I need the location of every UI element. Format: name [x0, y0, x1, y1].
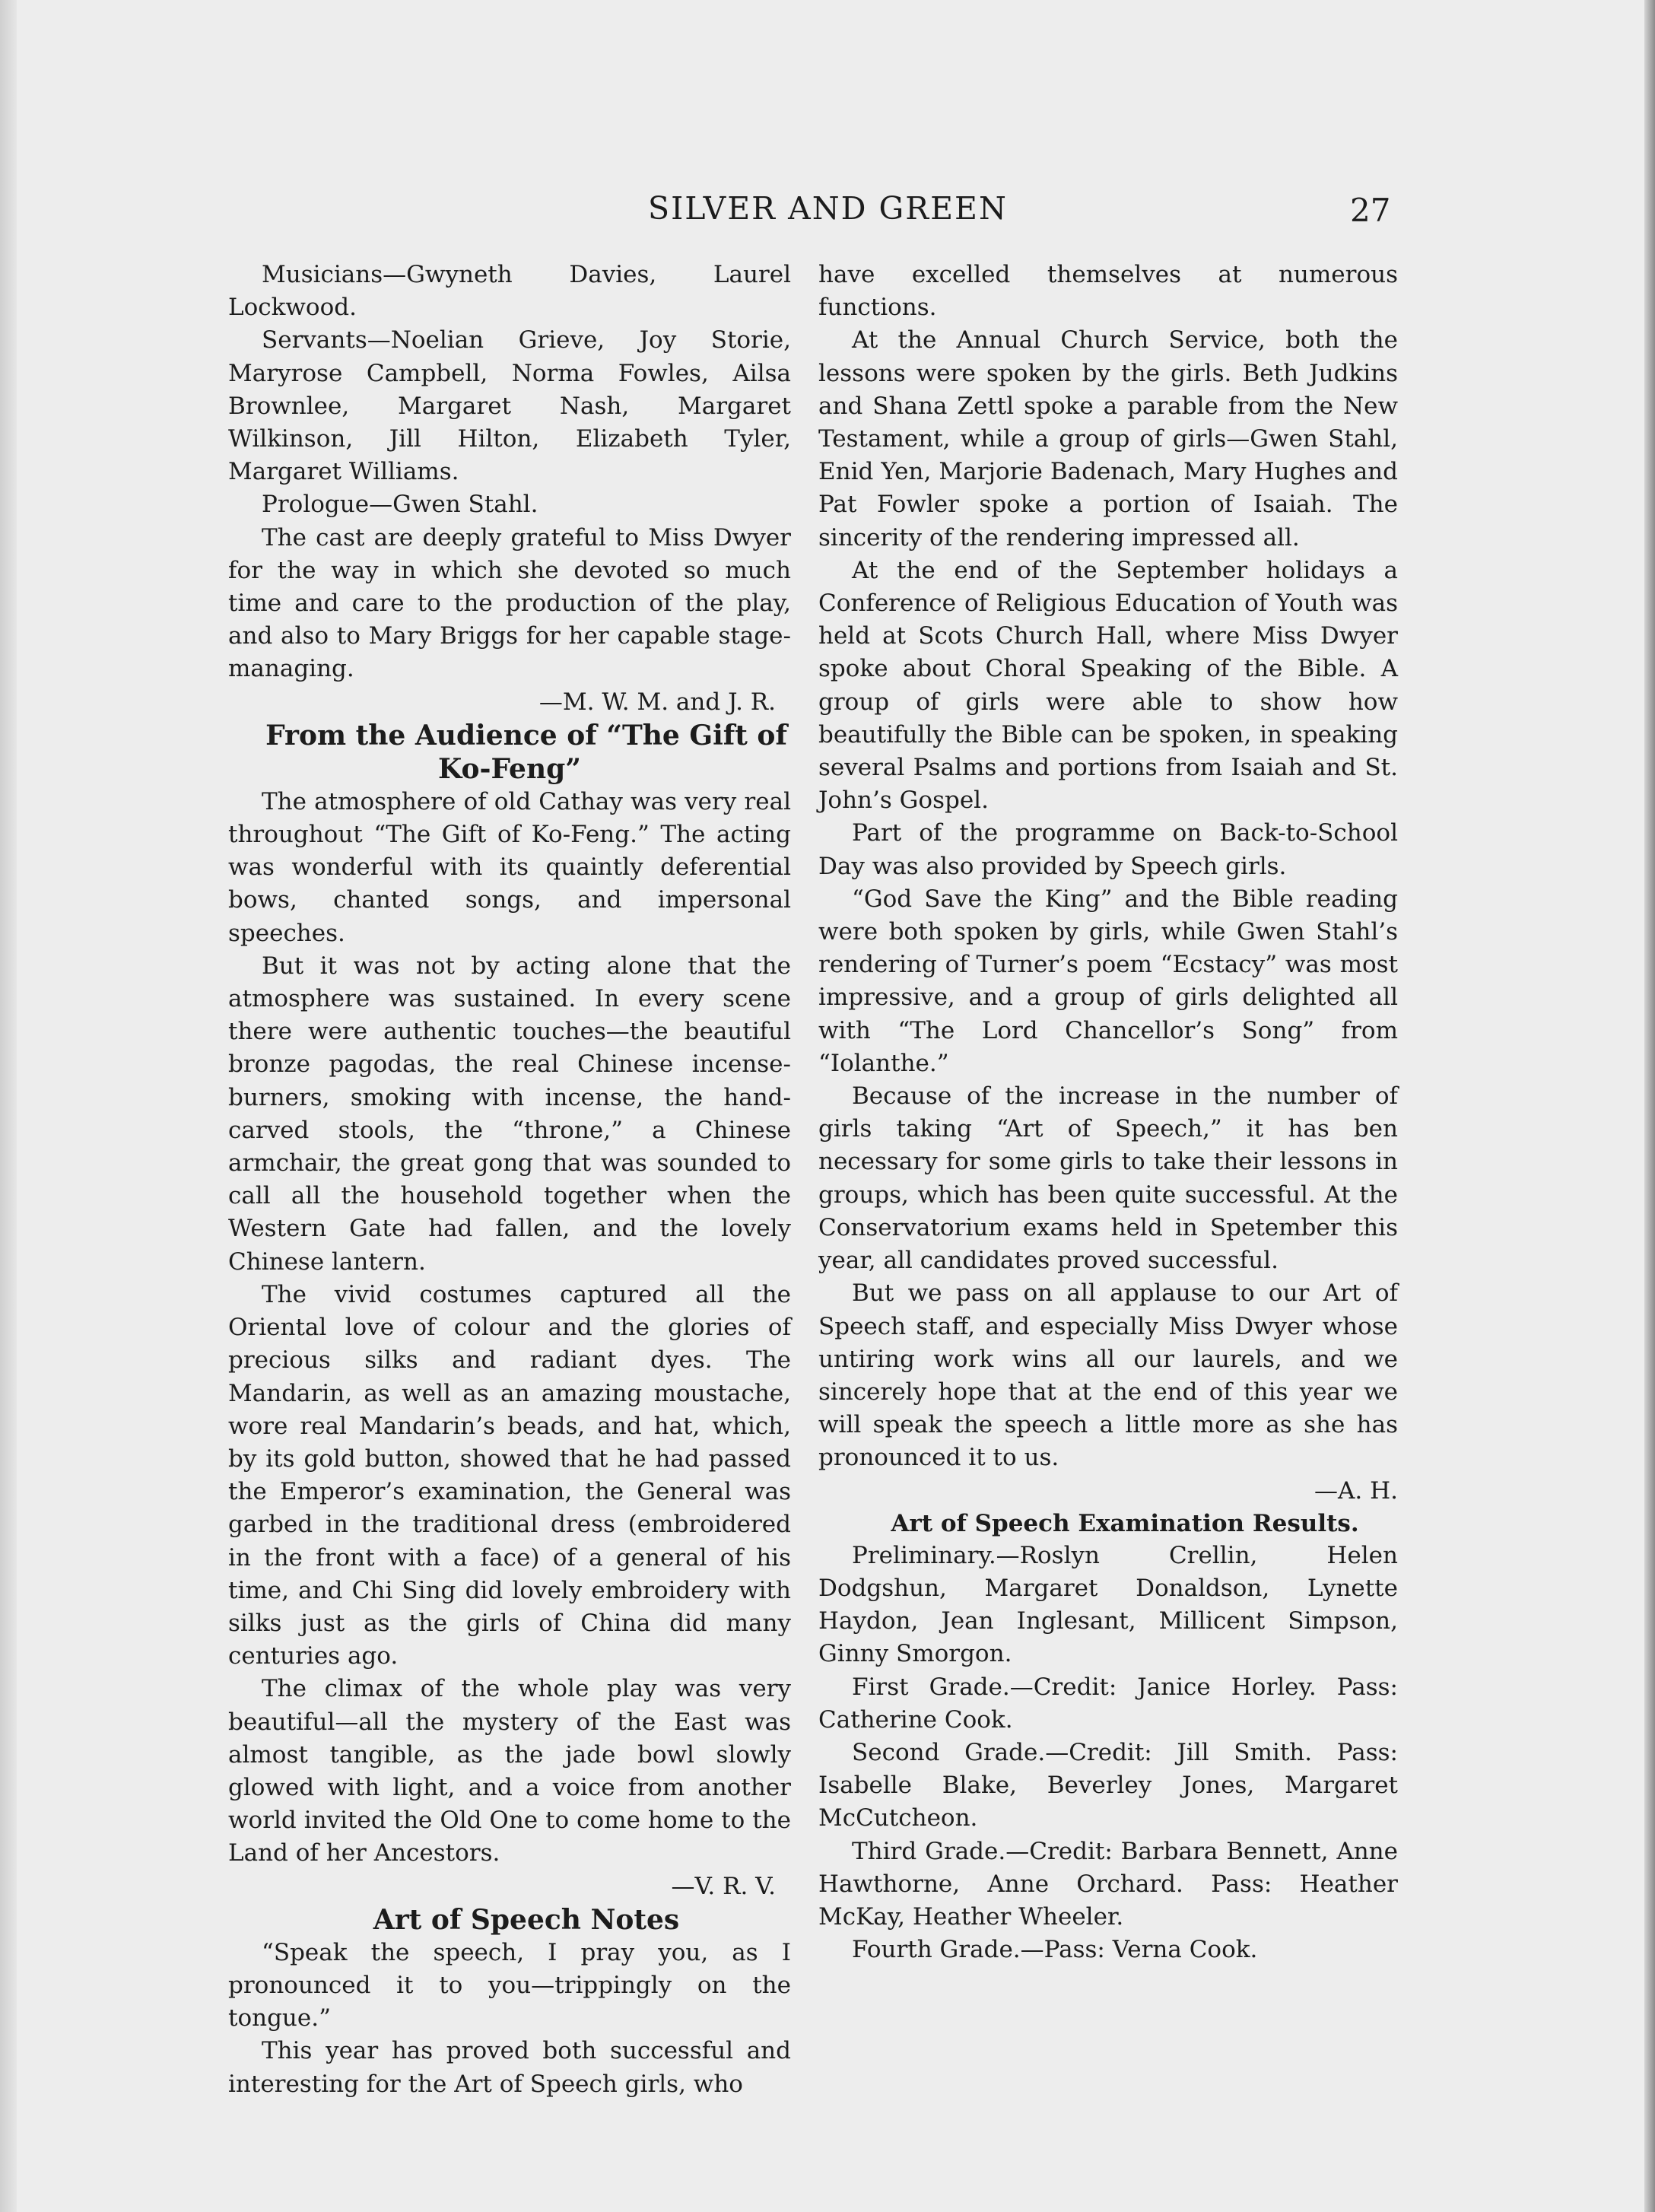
signature: —A. H. [1314, 1476, 1398, 1505]
paragraph: This year has proved both successful and interesting for the Art of Speech girls, who [228, 2037, 791, 2098]
page-header [0, 190, 1655, 236]
signature: —M. W. M. and J. R. [538, 688, 776, 716]
running-title: SILVER AND GREEN [648, 190, 1008, 227]
paragraph: The cast are deeply grateful to Miss Dwyer for the way in which she devoted so much time and care to the production of the play, and also to Mary Briggs for her capable stage-managing. [228, 523, 791, 683]
paragraph: The climax of the whole play was very beautiful—all the mystery of the East was almost tangible, as the jade bowl slowly glowed with light, and a voice from another world invited the Old One to come home to the Land of her Ancestors. [228, 1675, 791, 1867]
paragraph: At the Annual Church Service, both the lessons were spoken by the girls. Beth Judkins and Shana Zettl spoke a parable from the New Testament, while a group of girls—Gwen Stahl, Enid Yen, Marjorie Badenach, Mary Hughes and Pat Fowler spoke a portion of Isaiah. The sincerity of the rendering impressed all. [818, 326, 1398, 551]
result-entry: Fourth Grade.—Pass: Verna Cook. [852, 1936, 1258, 1964]
page-edge [1644, 0, 1655, 2212]
paragraph: At the end of the September holidays a Conference of Religious Education of Youth was held at Scots Church Hall, where Miss Dwyer spoke about Choral Speaking of the Bible. A group of girls were able to show how beautifully the Bible can be spoken, in speaking several Psalms and portions from Isaiah and St. John’s Gospel. [818, 556, 1398, 815]
paragraph: Prologue—Gwen Stahl. [262, 491, 538, 519]
result-entry: Third Grade.—Credit: Barbara Bennett, Anne Hawthorne, Anne Orchard. Pass: Heather McKay, Heather Wheeler. [818, 1837, 1398, 1931]
result-entry: Preliminary.—Roslyn Crellin, Helen Dodgshun, Margaret Donaldson, Lynette Haydon, Jean Inglesant, Millicent Simpson, Ginny Smorgon. [818, 1541, 1398, 1668]
result-entry: First Grade.—Credit: Janice Horley. Pass: Catherine Cook. [818, 1673, 1398, 1734]
paragraph: The atmosphere of old Cathay was very real throughout “The Gift of Ko-Feng.” The acting was wonderful with its quaintly deferential bows, chanted songs, and impersonal speeches. [228, 787, 791, 947]
paragraph: Part of the programme on Back-to-School Day was also provided by Speech girls. [818, 819, 1398, 880]
section-heading-results: Art of Speech Examination Results. [891, 1509, 1359, 1537]
paragraph: Because of the increase in the number of girls taking “Art of Speech,” it has ben necessary for some girls to take their lessons in groups, which has been quite successful. At the Conservatorium exams held in Spetember this year, all candidates proved successful. [818, 1082, 1398, 1275]
section-heading-speech: Art of Speech Notes [373, 1903, 680, 1936]
page-spine [0, 0, 17, 2212]
paragraph: “God Save the King” and the Bible reading were both spoken by girls, while Gwen Stahl’s rendering of Turner’s poem “Ecstacy” was most impressive, and a group of girls delighted all with “The Lord Chancellor’s Song” from “Iolanthe.” [818, 885, 1398, 1077]
right-column [818, 259, 1398, 1966]
result-entry: Second Grade.—Credit: Jill Smith. Pass: Isabelle Blake, Beverley Jones, Margaret McCutcheon. [818, 1738, 1398, 1832]
page-number: 27 [1350, 192, 1391, 229]
section-heading-audience: From the Audience of “The Gift of Ko-Feng” [265, 719, 787, 785]
paragraph: Servants—Noelian Grieve, Joy Storie, Maryrose Campbell, Norma Fowles, Ailsa Brownlee, Margaret Nash, Margaret Wilkinson, Jill Hilton, Elizabeth Tyler, Margaret Williams. [228, 326, 791, 486]
paragraph: But it was not by acting alone that the atmosphere was sustained. In every scene there were authentic touches—the beautiful bronze pagodas, the real Chinese incense-burners, smoking with incense, the hand-carved stools, the “throne,” a Chinese armchair, the great gong that was sounded to call all the household together when the Western Gate had fallen, and the lovely Chinese lantern. [228, 952, 791, 1276]
signature: —V. R. V. [671, 1872, 776, 1900]
paragraph: “Speak the speech, I pray you, as I pronounced it to you—trippingly on the tongue.” [228, 1938, 791, 2032]
left-column [228, 259, 791, 2101]
paragraph: The vivid costumes captured all the Oriental love of colour and the glories of precious silks and radiant dyes. The Mandarin, as well as an amazing moustache, wore real Mandarin’s beads, and hat, which, by its gold button, showed that he had passed the Emperor’s examination, the General was garbed in the traditional dress (embroidered in the front with a face) of a general of his time, and Chi Sing did lovely embroidery with silks just as the girls of China did many centuries ago. [228, 1280, 791, 1670]
paragraph-continuation: have excelled themselves at numerous functions. [818, 261, 1398, 322]
paragraph: But we pass on all applause to our Art of Speech staff, and especially Miss Dwyer whose untiring work wins all our laurels, and we sincerely hope that at the end of this year we will speak the speech a little more as she has pronounced it to us. [818, 1279, 1398, 1472]
paragraph: Musicians—Gwyneth Davies, Laurel Lockwood. [228, 261, 791, 322]
